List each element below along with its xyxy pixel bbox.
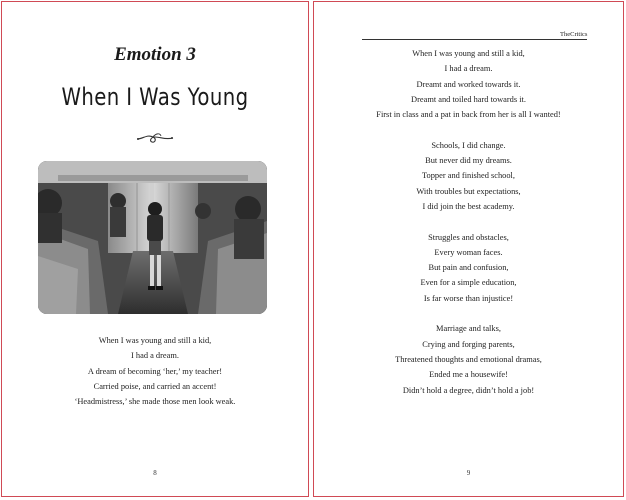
poem-line: Threatened thoughts and emotional dramas, bbox=[395, 354, 542, 364]
page-number: 8 bbox=[153, 469, 157, 477]
poem-line: I had a dream. bbox=[131, 351, 179, 361]
poem-line: Every woman faces. bbox=[434, 247, 503, 257]
bus-interior-photo bbox=[38, 161, 267, 314]
poem-line: A dream of becoming ‘her,’ my teacher! bbox=[87, 366, 223, 376]
page-number: 9 bbox=[466, 469, 471, 477]
poem-line: Even for a simple education, bbox=[420, 278, 517, 288]
stanza-break bbox=[314, 214, 623, 229]
poem-line: Ended me a housewife! bbox=[429, 370, 508, 380]
poem-line: Dreamt and toiled hard towards it. bbox=[411, 94, 526, 104]
right-poem bbox=[314, 46, 623, 398]
poem-line: Is far worse than injustice! bbox=[423, 293, 514, 303]
poem-line: But pain and confusion, bbox=[428, 263, 509, 273]
poem-line: When I was young and still a kid, bbox=[98, 336, 212, 345]
header-brand: TheCritics bbox=[560, 31, 588, 38]
stanza-break bbox=[314, 122, 623, 137]
poem-line: ‘Headmistress,’ she made those men look weak. bbox=[74, 397, 236, 407]
chapter-label: Emotion 3 bbox=[114, 44, 196, 65]
left-page bbox=[1, 1, 309, 497]
chapter-title: When I Was Young bbox=[61, 83, 249, 111]
poem-line: Dreamt and worked towards it. bbox=[416, 79, 521, 89]
left-poem bbox=[2, 333, 308, 409]
right-page bbox=[313, 1, 624, 497]
poem-line: Struggles and obstacles, bbox=[428, 232, 509, 242]
poem-line: Carried poise, and carried an accent! bbox=[93, 381, 217, 391]
poem-line: Schools, I did change. bbox=[431, 140, 506, 150]
poem-line: Marriage and talks, bbox=[436, 324, 501, 334]
poem-line: I had a dream. bbox=[444, 64, 493, 74]
stanza-break bbox=[314, 306, 623, 321]
poem-line: Topper and finished school, bbox=[422, 171, 515, 181]
flourish-ornament-icon bbox=[135, 130, 175, 146]
poem-line: When I was young and still a kid, bbox=[412, 49, 525, 58]
poem-line: First in class and a pat in back from her is all I wanted! bbox=[376, 110, 561, 120]
header-rule bbox=[362, 39, 560, 40]
poem-line: But never did my dreams. bbox=[425, 156, 512, 166]
poem-line: With troubles but expectations, bbox=[416, 186, 521, 196]
poem-line: Crying and forging parents, bbox=[422, 339, 515, 349]
poem-line: I did join the best academy. bbox=[422, 201, 515, 211]
poem-line: Didn’t hold a degree, didn’t hold a job! bbox=[402, 385, 535, 395]
